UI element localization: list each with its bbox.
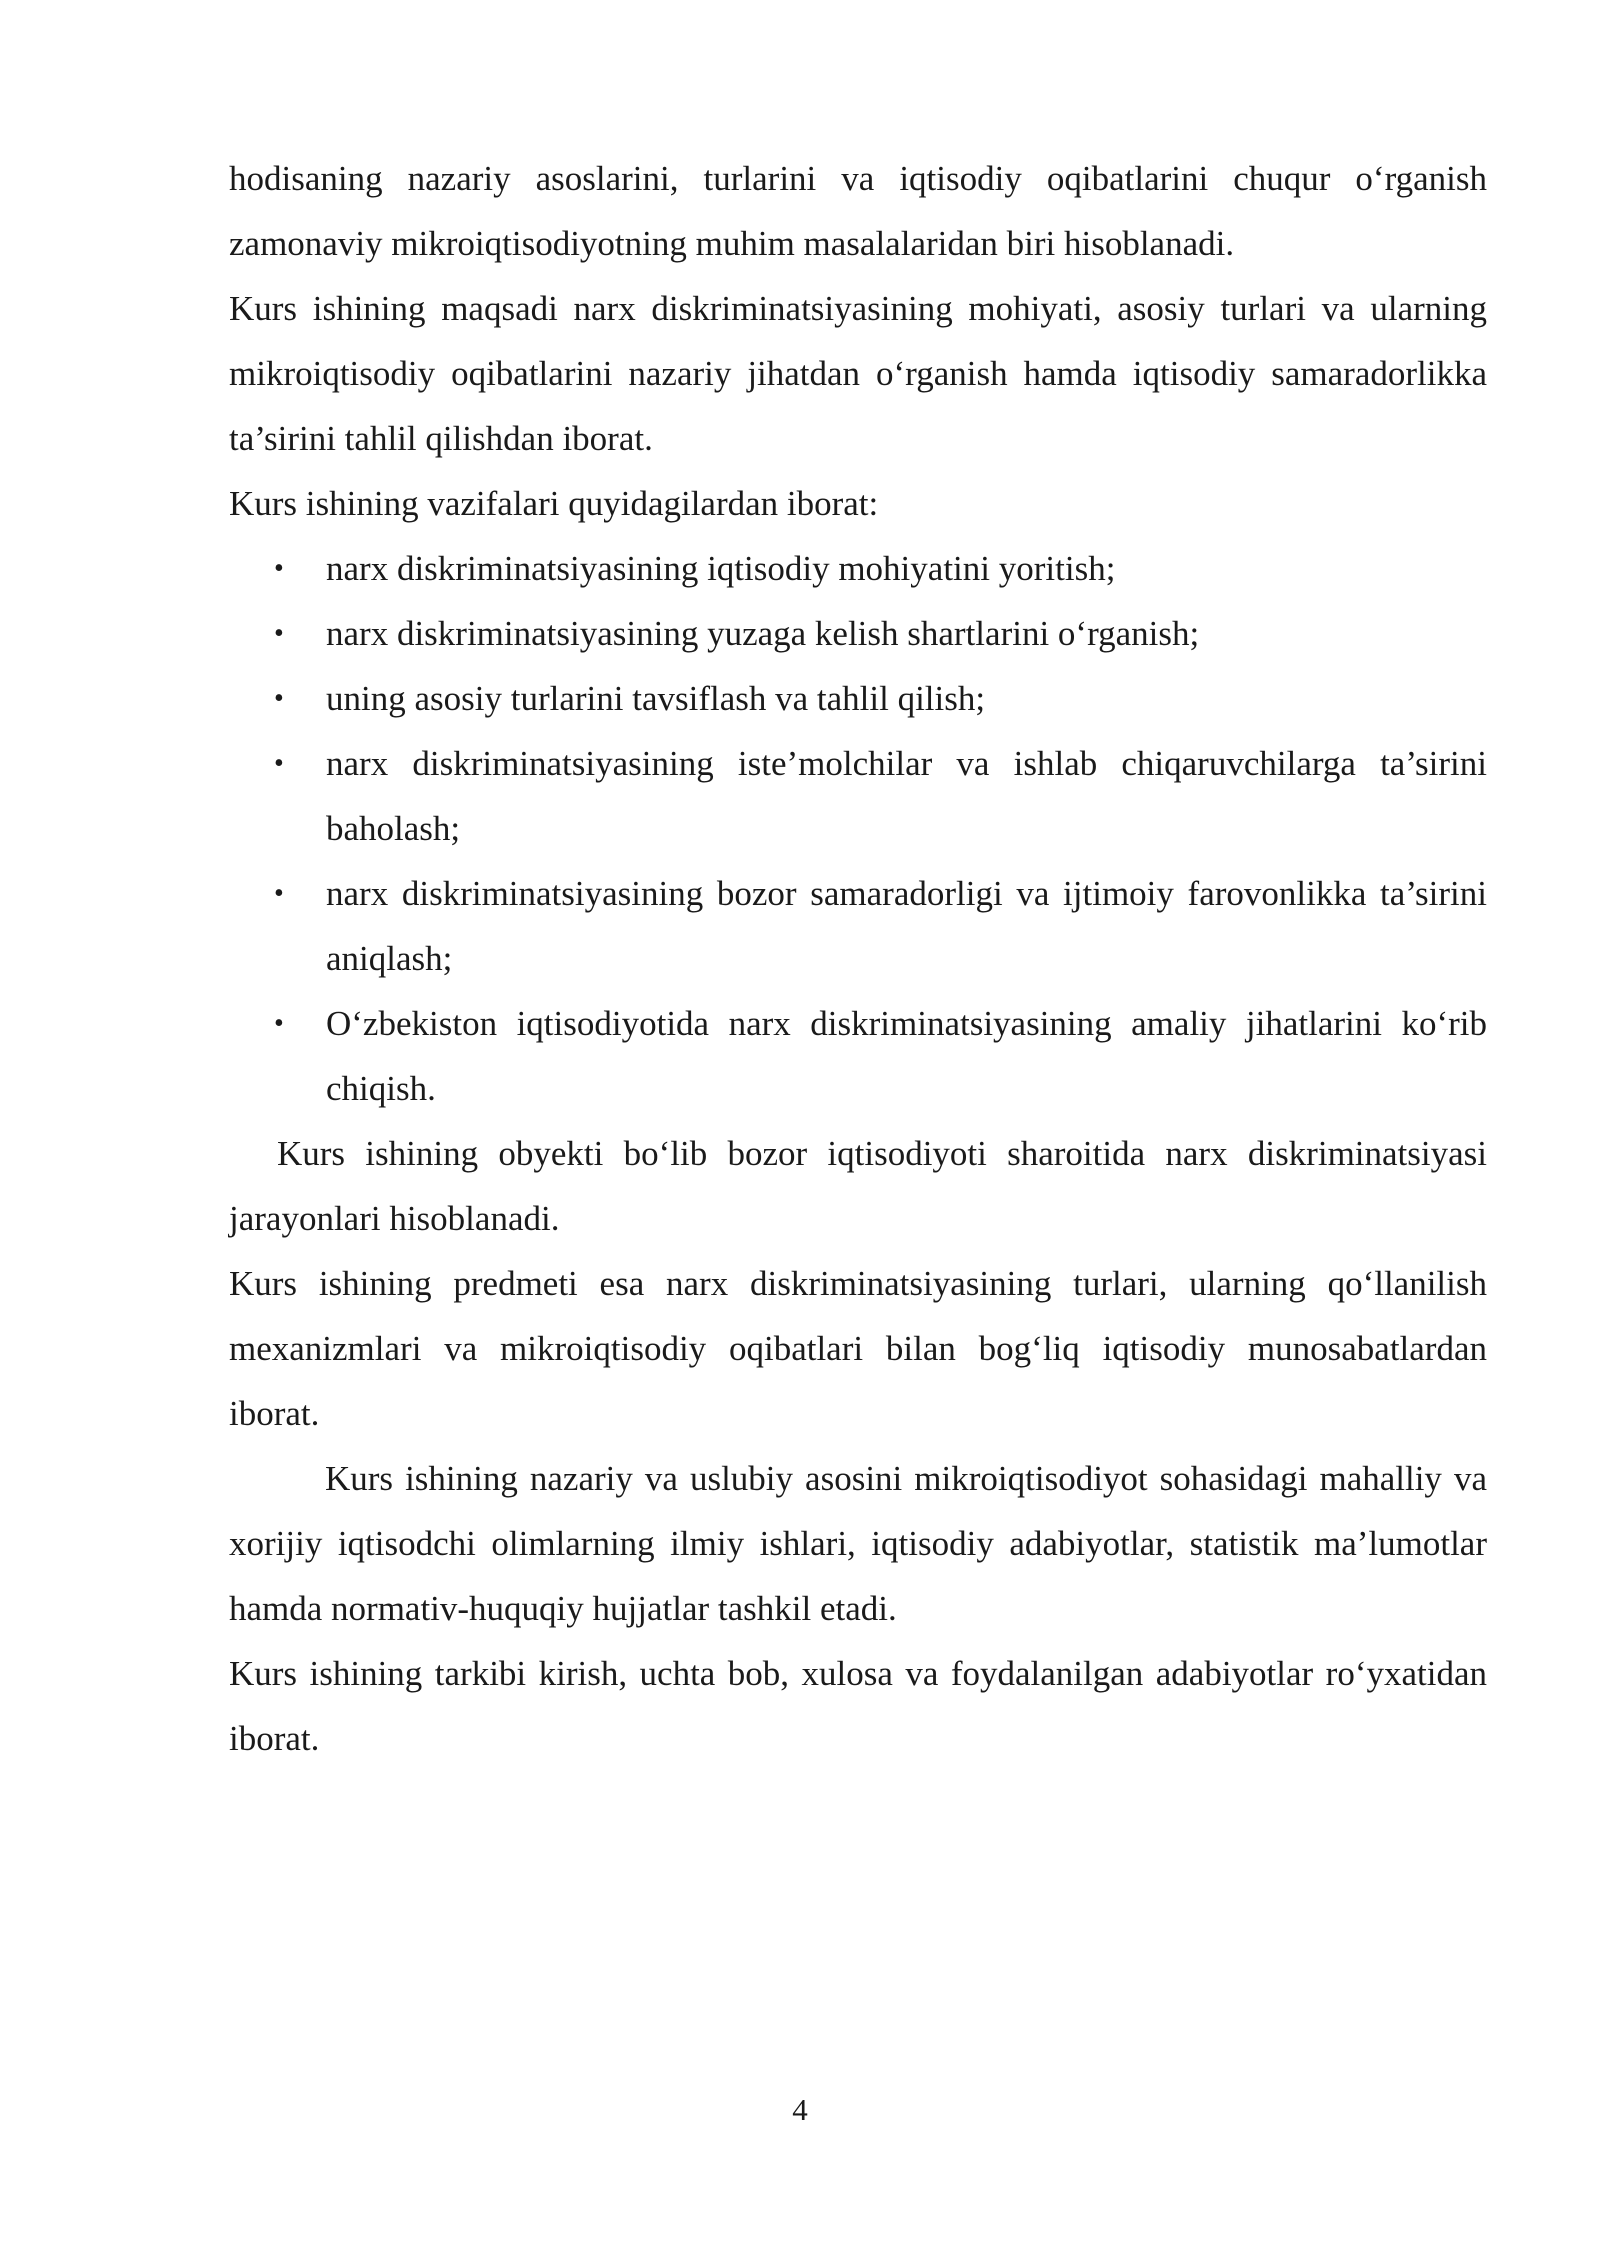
list-item-text: narx diskriminatsiyasining bozor samaradorligi va ijtimoiy farovonlikka ta’sirini aniqlash;	[326, 874, 1487, 978]
list-item-text: narx diskriminatsiyasining iste’molchilar va ishlab chiqaruvchilarga ta’sirini baholash;	[326, 744, 1487, 848]
intro-paragraph: hodisaning nazariy asoslarini, turlarini va iqtisodiy oqibatlarini chuqur o‘rganish zamonaviy mikroiqtisodiyotning muhim masalalaridan biri hisoblanadi.	[229, 159, 1487, 263]
list-item	[229, 991, 1487, 1121]
list-item-text: narx diskriminatsiyasining yuzaga kelish shartlarini o‘rganish;	[326, 614, 1200, 653]
page-number: 4	[792, 2092, 808, 2127]
bullet-icon: •	[274, 618, 284, 649]
list-item	[229, 666, 1487, 731]
list-item	[229, 601, 1487, 666]
list-item-text: uning asosiy turlarini tavsiflash va tahlil qilish;	[326, 679, 986, 718]
structure-paragraph: Kurs ishining tarkibi kirish, uchta bob, xulosa va foydalanilgan adabiyotlar ro‘yxatidan iborat.	[229, 1654, 1487, 1758]
body-text	[229, 146, 1487, 1771]
object-paragraph: Kurs ishining obyekti bo‘lib bozor iqtisodiyoti sharoitida narx diskriminatsiyasi jarayonlari hisoblanadi.	[229, 1134, 1487, 1238]
tasks-heading: Kurs ishining vazifalari quyidagilardan iborat:	[229, 484, 879, 523]
list-item-text: narx diskriminatsiyasining iqtisodiy mohiyatini yoritish;	[326, 549, 1116, 588]
list-item	[229, 731, 1487, 861]
subject-paragraph: Kurs ishining predmeti esa narx diskriminatsiyasining turlari, ularning qo‘llanilish mexanizmlari va mikroiqtisodiy oqibatlari bilan bog‘liq iqtisodiy munosabatlardan iborat.	[229, 1264, 1487, 1433]
list-item-text: O‘zbekiston iqtisodiyotida narx diskriminatsiyasining amaliy jihatlarini ko‘rib chiqish.	[326, 1004, 1487, 1108]
goal-paragraph: Kurs ishining maqsadi narx diskriminatsiyasining mohiyati, asosiy turlari va ularning mikroiqtisodiy oqibatlarini nazariy jihatdan o‘rganish hamda iqtisodiy samaradorlikka ta’sirini tahlil qilishdan iborat.	[229, 289, 1487, 458]
bullet-icon: •	[274, 878, 284, 909]
methodology-paragraph: Kurs ishining nazariy va uslubiy asosini mikroiqtisodiyot sohasidagi mahalliy va xorijiy iqtisodchi olimlarning ilmiy ishlari, iqtisodiy adabiyotlar, statistik ma’lumotlar hamda normativ-huquqiy hujjatlar tashkil etadi.	[229, 1459, 1487, 1628]
bullet-icon: •	[274, 683, 284, 714]
bullet-icon: •	[274, 553, 284, 584]
tasks-list	[229, 536, 1487, 1121]
list-item	[229, 536, 1487, 601]
bullet-icon: •	[274, 748, 284, 779]
list-item	[229, 861, 1487, 991]
bullet-icon: •	[274, 1008, 284, 1039]
